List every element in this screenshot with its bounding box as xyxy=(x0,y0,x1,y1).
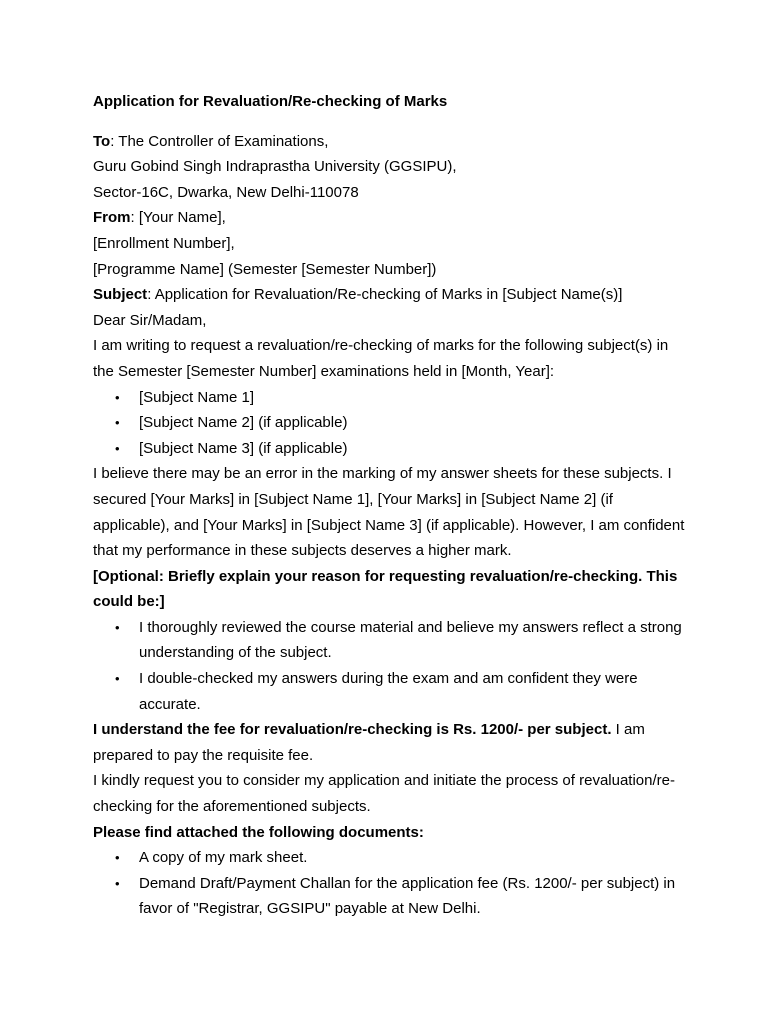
from-line-3: [Programme Name] (Semester [Semester Number]) xyxy=(93,260,437,278)
document-page xyxy=(93,89,693,922)
to-line-3: Sector-16C, Dwarka, New Delhi-110078 xyxy=(93,183,359,201)
list-item xyxy=(93,871,693,922)
salutation: Dear Sir/Madam, xyxy=(93,311,207,329)
subject-line xyxy=(93,282,693,308)
belief-paragraph: I believe there may be an error in the marking of my answer sheets for these subjects. I secured [Your Marks] in [Subject Name 1], [Your Marks] in [Subject Name 2] (if applicable), and [Your Marks] in [Subject Name 3] (if applicable). However, I am confident that my performance in these subjects deserves a higher mark. xyxy=(93,465,685,560)
list-item xyxy=(93,410,693,436)
list-item-text: [Subject Name 2] (if applicable) xyxy=(139,414,348,432)
to-text: : The Controller of Examinations, xyxy=(110,132,329,150)
list-item xyxy=(93,615,693,666)
bullet-icon: • xyxy=(115,389,120,405)
attached-heading: Please find attached the following documents: xyxy=(93,823,424,841)
intro-paragraph: I am writing to request a revaluation/re-checking of marks for the following subject(s) in the Semester [Semester Number] examinations held in [Month, Year]: xyxy=(93,337,669,380)
bullet-icon: • xyxy=(115,440,120,456)
to-line-1 xyxy=(93,129,693,155)
list-item xyxy=(93,385,693,411)
fee-bold-text: I understand the fee for revaluation/re-checking is Rs. 1200/- per subject. xyxy=(93,721,612,739)
bullet-icon: • xyxy=(115,850,120,866)
request-paragraph: I kindly request you to consider my application and initiate the process of revaluation/re-checking for the aforementioned subjects. xyxy=(93,772,675,816)
subject-text: : Application for Revaluation/Re-checking of Marks in [Subject Name(s)] xyxy=(147,286,623,304)
documents-list xyxy=(93,845,693,922)
list-item xyxy=(93,666,693,717)
list-item xyxy=(93,845,693,871)
to-label: To xyxy=(93,132,111,150)
bullet-icon: • xyxy=(115,875,120,891)
fee-rest-text: I am prepared to pay the requisite fee. xyxy=(93,721,645,764)
list-item-text: [Subject Name 1] xyxy=(139,388,255,406)
list-item xyxy=(93,436,693,462)
from-text: : [Your Name], xyxy=(130,209,226,227)
to-line-2: Guru Gobind Singh Indraprastha University (GGSIPU), xyxy=(93,158,457,176)
bullet-icon: • xyxy=(115,671,120,687)
reasons-list xyxy=(93,615,693,717)
bullet-icon: • xyxy=(115,415,120,431)
bullet-icon: • xyxy=(115,619,120,635)
subjects-list xyxy=(93,385,693,462)
from-line-1 xyxy=(93,205,693,231)
list-item-text: Demand Draft/Payment Challan for the application fee (Rs. 1200/- per subject) in favor of "Registrar, GGSIPU" payable at New Delhi. xyxy=(139,874,676,918)
subject-label: Subject xyxy=(93,286,148,304)
list-item-text: I thoroughly reviewed the course material and believe my answers reflect a strong understanding of the subject. xyxy=(139,618,682,662)
from-line-2: [Enrollment Number], xyxy=(93,234,235,252)
document-title: Application for Revaluation/Re-checking of Marks xyxy=(93,93,448,110)
list-item-text: [Subject Name 3] (if applicable) xyxy=(139,439,348,457)
from-label: From xyxy=(93,209,131,227)
list-item-text: I double-checked my answers during the exam and am confident they were accurate. xyxy=(139,670,638,713)
fee-paragraph xyxy=(93,717,693,768)
list-item-text: A copy of my mark sheet. xyxy=(139,849,308,867)
optional-heading: [Optional: Briefly explain your reason for requesting revaluation/re-checking. This could be:] xyxy=(93,567,678,611)
